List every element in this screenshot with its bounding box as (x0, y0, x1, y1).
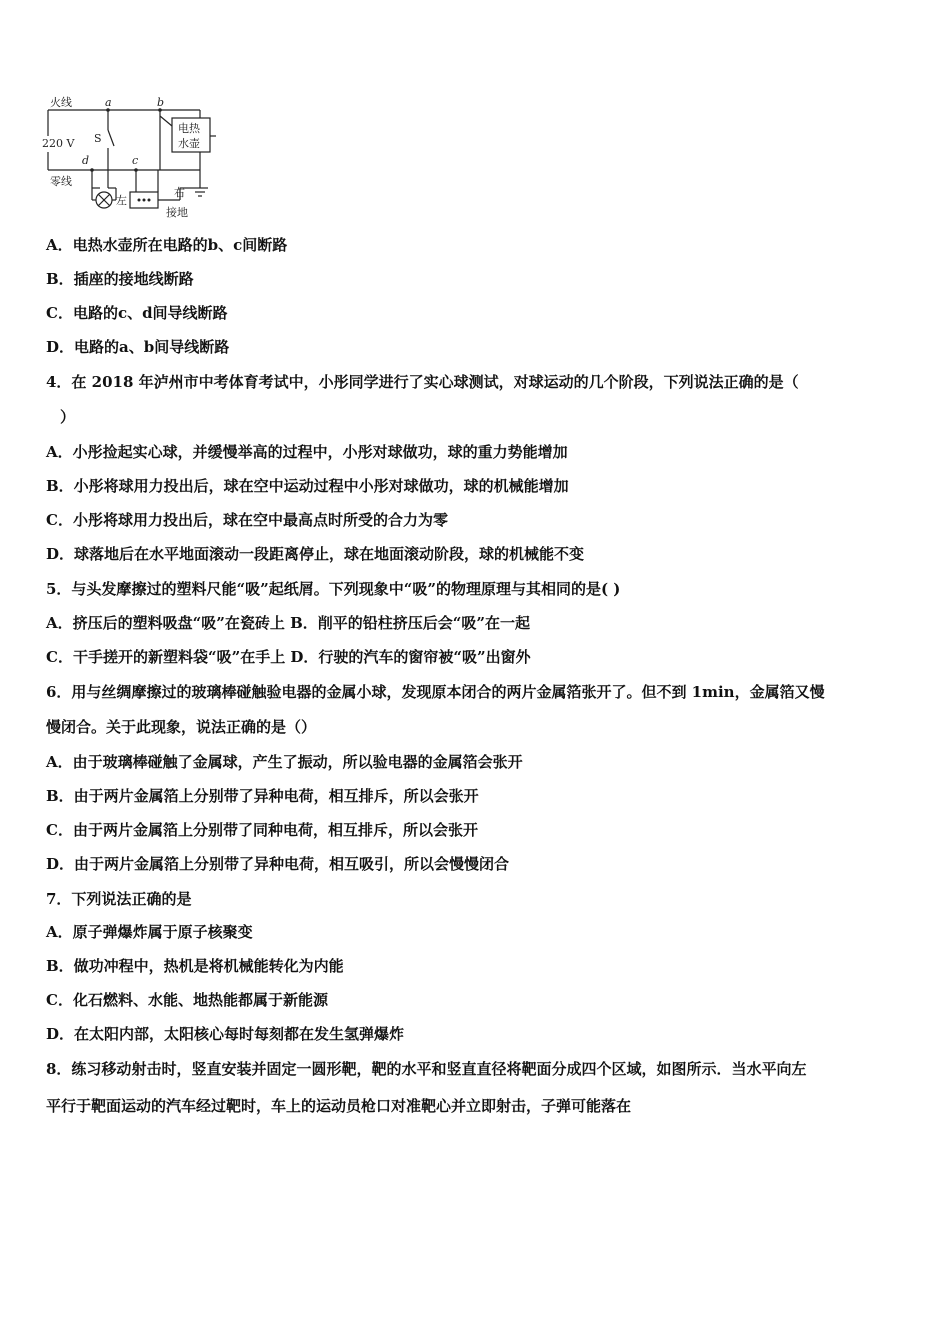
q3-option-d: D．电路的a、b间导线断路 (46, 338, 230, 356)
q8-stem: 8．练习移动射击时，竖直安装并固定一圆形靶，靶的水平和竖直直径将靶面分成四个区域，如图所示．当水平向左 (46, 1060, 807, 1078)
q8-stem-cont: 平行于靶面运动的汽车经过靶时，车上的运动员枪口对准靶心并立即射击，子弹可能落在 (46, 1097, 632, 1115)
circuit-diagram (40, 96, 220, 224)
q4-option-d: D．球落地后在水平地面滚动一段距离停止，球在地面滚动阶段，球的机械能不变 (46, 545, 585, 563)
q5-stem: 5．与头发摩擦过的塑料尺能“吸”起纸屑。下列现象中“吸”的物理原理与其相同的是( ) (46, 580, 621, 598)
q7-option-b: B．做功冲程中，热机是将机械能转化为内能 (46, 957, 344, 975)
q3-option-b: B．插座的接地线断路 (46, 270, 194, 288)
q3-option-c: C．电路的c、d间导线断路 (46, 304, 228, 322)
q6-option-b: B．由于两片金属箔上分别带了异种电荷，相互排斥，所以会张开 (46, 787, 479, 805)
q4-stem-cont: ） (60, 408, 76, 426)
label-right: 右 (174, 186, 185, 199)
q6-option-d: D．由于两片金属箔上分别带了异种电荷，相互吸引，所以会慢慢闭合 (46, 855, 510, 873)
q4-option-b: B．小彤将球用力投出后，球在空中运动过程中小彤对球做功，球的机械能增加 (46, 477, 569, 495)
label-switch: S (94, 132, 102, 145)
label-live: 火线 (50, 96, 72, 109)
q4-option-a: A．小彤捡起实心球，并缓慢举高的过程中，小彤对球做功，球的重力势能增加 (46, 443, 568, 461)
q7-stem: 7．下列说法正确的是 (46, 890, 192, 908)
q7-option-d: D．在太阳内部，太阳核心每时每刻都在发生氢弹爆炸 (46, 1025, 405, 1043)
q6-stem-cont: 慢闭合。关于此现象，说法正确的是（） (46, 718, 317, 736)
label-kettle-2: 水壶 (178, 137, 200, 150)
label-b: b (157, 96, 165, 109)
q6-option-a: A．由于玻璃棒碰触了金属球，产生了振动，所以验电器的金属箔会张开 (46, 753, 523, 771)
q7-option-a: A．原子弹爆炸属于原子核聚变 (46, 923, 253, 941)
q3-option-a: A．电热水壶所在电路的b、c间断路 (46, 236, 288, 254)
q6-stem: 6．用与丝绸摩擦过的玻璃棒碰触验电器的金属小球，发现原本闭合的两片金属箔张开了。但不到 1min，金属箔又慢 (46, 683, 825, 701)
label-a: a (105, 96, 112, 109)
q5-options-cd: C．干手搓开的新塑料袋“吸”在手上 D．行驶的汽车的窗帘被“吸”出窗外 (46, 648, 531, 666)
label-neutral: 零线 (50, 175, 72, 188)
label-c: c (132, 154, 139, 167)
label-d: d (82, 154, 90, 167)
q6-option-c: C．由于两片金属箔上分别带了同种电荷，相互排斥，所以会张开 (46, 821, 478, 839)
label-ground: 接地 (166, 206, 188, 219)
q4-option-c: C．小彤将球用力投出后，球在空中最高点时所受的合力为零 (46, 511, 448, 529)
q7-option-c: C．化石燃料、水能、地热能都属于新能源 (46, 991, 328, 1009)
q4-stem: 4．在 2018 年泸州市中考体育考试中，小彤同学进行了实心球测试，对球运动的几个阶段，下列说法正确的是（ (46, 373, 799, 391)
label-left: 左 (116, 194, 127, 207)
label-kettle-1: 电热 (178, 122, 200, 135)
label-voltage: 220 V (42, 137, 75, 150)
q5-options-ab: A．挤压后的塑料吸盘“吸”在瓷砖上 B．削平的铅柱挤压后会“吸”在一起 (46, 614, 531, 632)
